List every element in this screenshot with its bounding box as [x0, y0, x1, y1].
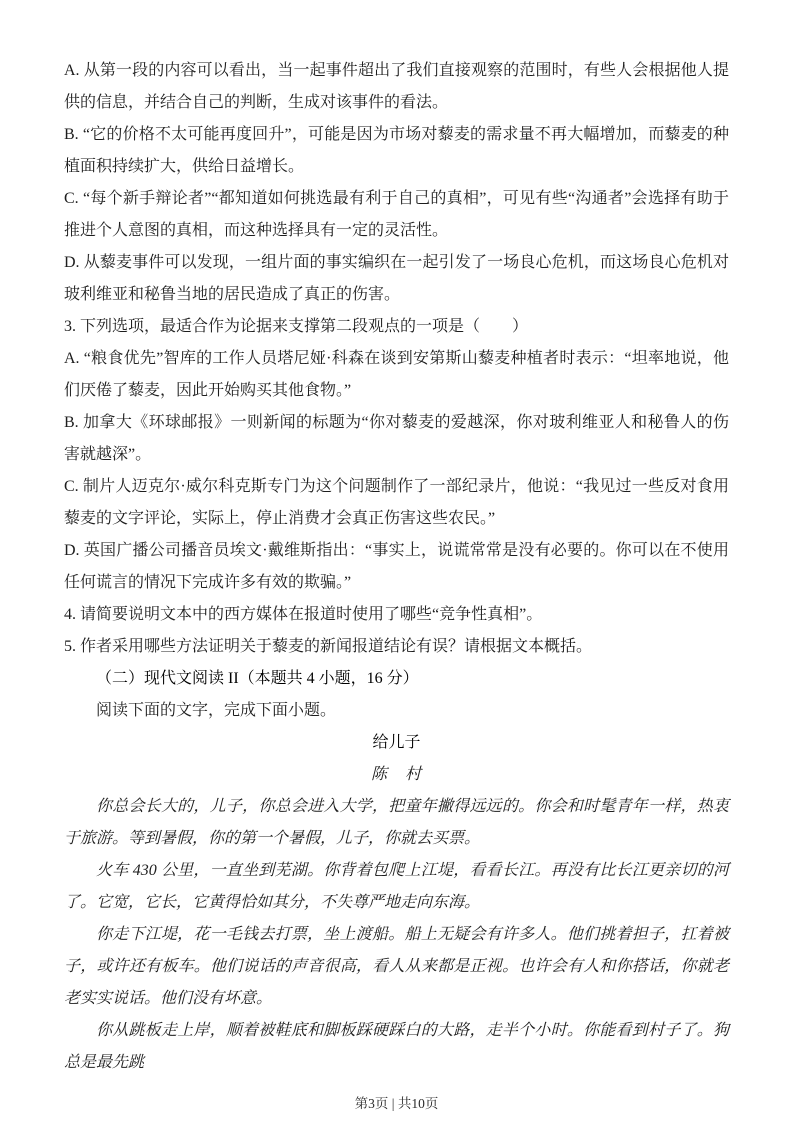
- essay-paragraph-4: 你从跳板走上岸，顺着被鞋底和脚板踩硬踩白的大路，走半个小时。你能看到村子了。狗总是最先跳: [64, 1022, 729, 1071]
- essay-paragraph-1: 你总会长大的，儿子，你总会进入大学，把童年撇得远远的。你会和时髦青年一样，热衷于旅游。等到暑假，你的第一个暑假，儿子，你就去买票。: [64, 798, 729, 847]
- q3-option-c: C. 制片人迈克尔·威尔科克斯专门为这个问题制作了一部纪录片，他说：“我见过一些反对食用藜麦的文字评论，实际上，停止消费才会真正伤害这些农民。”: [64, 478, 729, 527]
- q5-question: 5. 作者采用哪些方法证明关于藜麦的新闻报道结论有误？请根据文本概括。: [64, 638, 593, 655]
- q4-question: 4. 请简要说明文本中的西方媒体在报道时使用了哪些“竞争性真相”。: [64, 606, 543, 623]
- q2-option-d: D. 从藜麦事件可以发现，一组片面的事实编织在一起引发了一场良心危机，而这场良心危机对玻利维亚和秘鲁当地的居民造成了真正的伤害。: [64, 254, 729, 303]
- q3-option-b: B. 加拿大《环球邮报》一则新闻的标题为“你对藜麦的爱越深，你对玻利维亚人和秘鲁人的伤害就越深”。: [64, 414, 729, 463]
- section-heading: （二）现代文阅读 II（本题共 4 小题，16 分）: [96, 670, 419, 687]
- essay-author: 陈 村: [370, 766, 422, 783]
- q3-stem: 3. 下列选项，最适合作为论据来支撑第二段观点的一项是（ ）: [64, 318, 529, 335]
- essay-title: 给儿子: [372, 734, 421, 751]
- q2-option-a: A. 从第一段的内容可以看出，当一起事件超出了我们直接观察的范围时，有些人会根据他人提供的信息，并结合自己的判断，生成对该事件的看法。: [64, 62, 729, 111]
- q2-option-c: C. “每个新手辩论者”“都知道如何挑选最有利于自己的真相”，可见有些“沟通者”会选择有助于推进个人意图的真相，而这种选择具有一定的灵活性。: [64, 190, 729, 239]
- page-footer: [0, 1092, 793, 1112]
- q3-option-d: D. 英国广播公司播音员埃文·戴维斯指出：“事实上，说谎常常是没有必要的。你可以在不使用任何谎言的情况下完成许多有效的欺骗。”: [64, 542, 729, 591]
- exam-body: [64, 55, 729, 1079]
- page-indicator: 第3页 | 共10页: [354, 1096, 439, 1111]
- q3-option-a: A. “粮食优先”智库的工作人员塔尼娅·科森在谈到安第斯山藜麦种植者时表示：“坦率地说，他们厌倦了藜麦，因此开始购买其他食物。”: [64, 350, 729, 399]
- essay-paragraph-3: 你走下江堤，花一毛钱去打票，坐上渡船。船上无疑会有许多人。他们挑着担子，扛着被子，或许还有板车。他们说话的声音很高，看人从来都是正视。也许会有人和你搭话，你就老老实实说话。他们没有坏意。: [64, 926, 729, 1007]
- essay-paragraph-2: 火车 430 公里，一直坐到芜湖。你背着包爬上江堤，看看长江。再没有比长江更亲切的河了。它宽，它长，它黄得恰如其分，不失尊严地走向东海。: [64, 862, 729, 911]
- q2-option-b: B. “它的价格不太可能再度回升”，可能是因为市场对藜麦的需求量不再大幅增加，而藜麦的种植面积持续扩大，供给日益增长。: [64, 126, 729, 175]
- reading-intro: 阅读下面的文字，完成下面小题。: [96, 702, 337, 719]
